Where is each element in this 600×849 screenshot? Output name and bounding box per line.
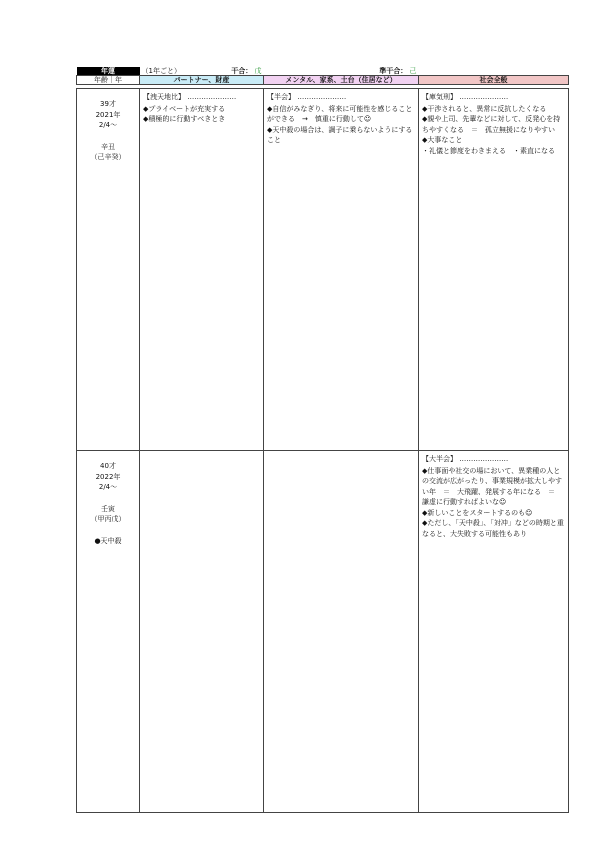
social-cell <box>419 89 569 451</box>
tenchusatsu-marker: ●天中殺 <box>94 536 122 545</box>
age-cell <box>77 451 140 813</box>
sheet-title: 年運 <box>77 67 140 76</box>
partner-cell <box>140 451 264 813</box>
header-table <box>76 67 569 85</box>
col-mental: メンタル、家系、土台（住居など） <box>264 76 419 85</box>
hidden-stems: （己辛癸） <box>90 153 126 161</box>
list-item: ◆ただし、「天中殺」、「対冲」などの時期と重なると、大失敗する可能性もあり <box>422 519 564 538</box>
list-item: ◆自信がみなぎり、将来に可能性を感じることができる → 慎重に行動して☺ <box>267 104 413 123</box>
table-row <box>77 89 569 451</box>
list-item: ・礼儀と節度をわきまえる ・素直になる <box>422 146 555 155</box>
list-item: ◆大事なこと <box>422 136 463 144</box>
table-row <box>77 451 569 813</box>
list-item: ◆プライベートが充実する <box>143 104 226 113</box>
age: 40才 <box>100 462 116 470</box>
stem-branch: 辛丑 <box>101 142 115 151</box>
kango-value: 戊 <box>254 67 262 75</box>
stem-branch: 壬寅 <box>101 504 115 513</box>
column-header-row <box>77 76 569 85</box>
social-heading: 【大半会】 ………………… <box>422 455 509 463</box>
unit-note: （1年ごと） 干合： 戊 <box>141 67 262 75</box>
hidden-stems: （甲丙戊） <box>90 515 126 523</box>
age-cell <box>77 89 140 451</box>
col-partner: パートナー、財産 <box>140 76 264 85</box>
start-date: 2/4～ <box>98 483 118 491</box>
list-item: ◆仕事面や社交の場において、異業種の人との交流が広がったり、事業規模が拡大しやすい年 ＝ 大飛躍、発展する年になる ＝ 謙虚に行動すればよいな☺ <box>422 466 562 506</box>
partner-cell <box>140 89 264 451</box>
kango-label: 干合： <box>231 67 253 75</box>
year: 2021年 <box>95 110 121 119</box>
fortune-sheet <box>76 67 568 813</box>
mental-cell <box>264 451 419 813</box>
jun-kango <box>264 67 419 76</box>
title-row <box>77 67 569 76</box>
social-cell <box>419 451 569 813</box>
col-social: 社会全般 <box>419 76 569 85</box>
col-age-year: 年齢｜年 <box>77 76 140 85</box>
list-item: ◆積極的に行動すべきとき <box>143 115 226 123</box>
list-item: ◆天中殺の場合は、調子に乗らないようにすること <box>267 125 413 144</box>
age: 39才 <box>100 100 116 108</box>
start-date: 2/4～ <box>98 121 118 129</box>
mental-heading: 【半会】 ………………… <box>267 93 347 101</box>
jun-kango-value: 己 <box>409 67 417 75</box>
list-item: ◆親や上司、先輩などに対して、反発心を持ちやすくなる ＝ 孤立無援になりやすい <box>422 115 561 134</box>
year-table <box>76 88 569 813</box>
social-heading: 【庫気刑】 ………………… <box>422 93 509 101</box>
jun-kango-label: 準干合： <box>379 67 408 75</box>
mental-cell <box>264 89 419 451</box>
year: 2022年 <box>95 472 121 481</box>
list-item: ◆新しいことをスタートするのも☺ <box>422 508 533 517</box>
partner-heading: 【洩天地比】 ………………… <box>143 93 237 101</box>
list-item: ◆干渉されると、異常に反抗したくなる <box>422 104 547 113</box>
